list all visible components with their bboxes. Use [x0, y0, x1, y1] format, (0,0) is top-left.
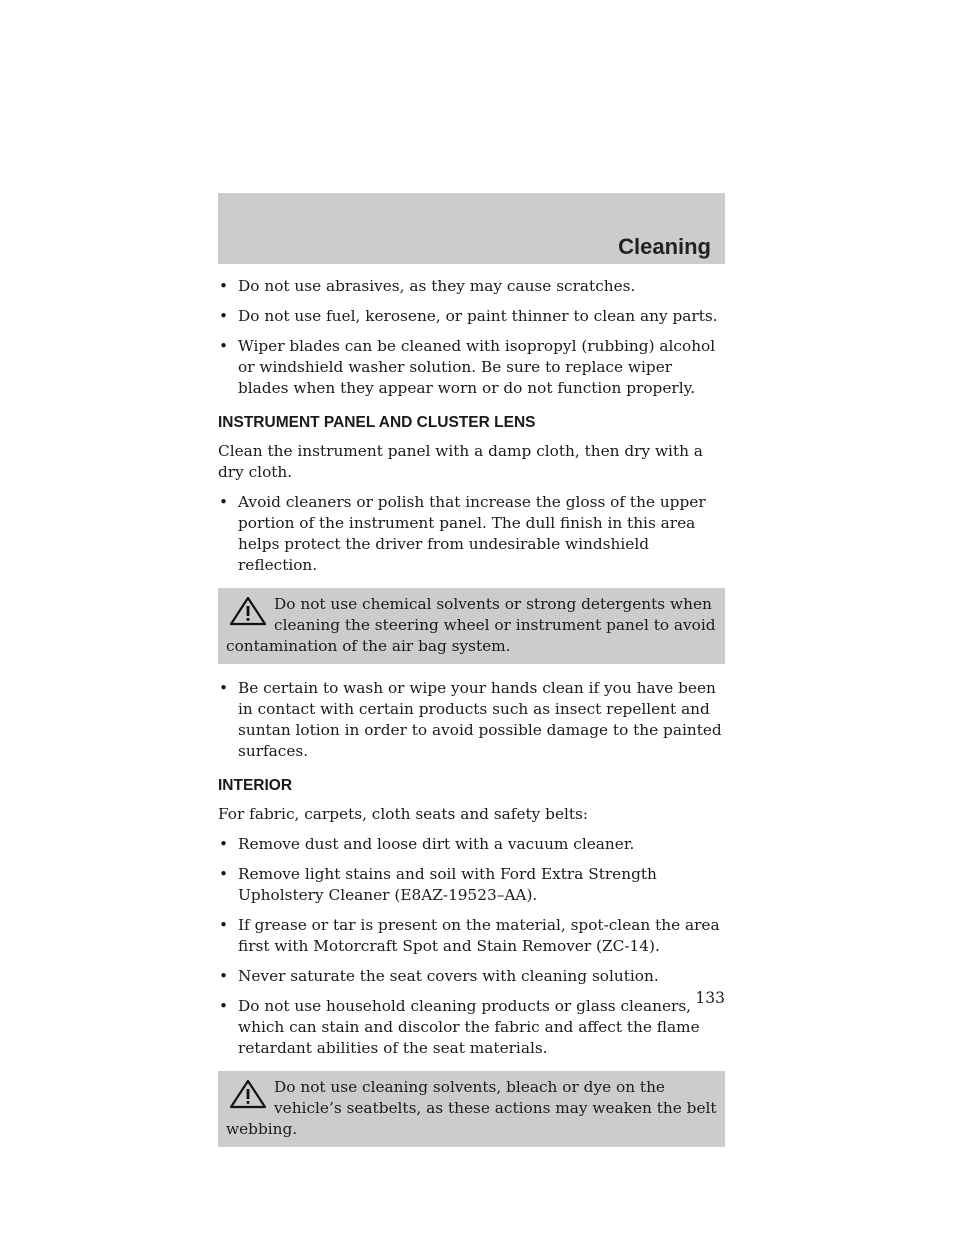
list-item-text: If grease or tar is present on the material, spot-clean the area first with Motorcraft Spot and Stain Remover (ZC-14). [238, 916, 720, 955]
list-item [218, 966, 725, 987]
list-item-text: Wiper blades can be cleaned with isopropyl (rubbing) alcohol or windshield washer solution. Be sure to replace wiper blades when they appear worn or do not function properly. [238, 337, 716, 397]
bullet-dot: • [219, 679, 229, 697]
list-item-text: Do not use abrasives, as they may cause scratches. [238, 277, 636, 295]
list-item [218, 864, 725, 906]
list-item [218, 996, 725, 1059]
bullet-dot: • [219, 865, 229, 883]
list-item [218, 915, 725, 957]
warning-text: Do not use chemical solvents or strong detergents when cleaning the steering wheel or instrument panel to avoid contamination of the air bag system. [226, 595, 716, 655]
list-item-text: Be certain to wash or wipe your hands clean if you have been in contact with certain products such as insect repellent and suntan lotion in order to avoid possible damage to the painted surfaces. [238, 679, 722, 760]
list-item [218, 306, 725, 327]
bullet-dot: • [219, 337, 229, 355]
bullet-dot: • [219, 967, 229, 985]
warning-triangle-icon [228, 595, 268, 627]
bullet-dot: • [219, 997, 229, 1015]
warning-text: Do not use cleaning solvents, bleach or dye on the vehicle’s seatbelts, as these actions may weaken the belt webbing. [226, 1078, 717, 1138]
instrument-panel-heading: INSTRUMENT PANEL AND CLUSTER LENS [218, 414, 536, 431]
section-title: Cleaning [618, 234, 711, 259]
list-item [218, 492, 725, 576]
interior-heading: INTERIOR [218, 777, 293, 794]
bullet-dot: • [219, 277, 229, 295]
warning-box-seatbelts [218, 1071, 725, 1147]
list-item-text: Do not use household cleaning products or glass cleaners, which can stain and discolor the fabric and affect the flame retardant abilities of the seat materials. [238, 997, 700, 1057]
list-item-text: Remove dust and loose dirt with a vacuum cleaner. [238, 835, 635, 853]
list-item [218, 678, 725, 762]
list-item-text: Do not use fuel, kerosene, or paint thinner to clean any parts. [238, 307, 718, 325]
page-content [218, 276, 725, 1161]
page-number: 133 [695, 989, 725, 1007]
bullet-dot: • [219, 916, 229, 934]
warning-triangle-icon [228, 1078, 268, 1110]
bullet-dot: • [219, 307, 229, 325]
list-item-text: Avoid cleaners or polish that increase the gloss of the upper portion of the instrument panel. The dull finish in this area helps protect the driver from undesirable windshield reflection. [238, 493, 706, 574]
list-item-text: Remove light stains and soil with Ford Extra Strength Upholstery Cleaner (E8AZ-19523–AA). [238, 865, 657, 904]
section-header-band [218, 193, 725, 264]
list-item [218, 834, 725, 855]
list-item-text: Never saturate the seat covers with cleaning solution. [238, 967, 659, 985]
bullet-dot: • [219, 835, 229, 853]
list-item [218, 336, 725, 399]
interior-intro: For fabric, carpets, cloth seats and safety belts: [218, 805, 589, 823]
list-item [218, 276, 725, 297]
instrument-panel-intro: Clean the instrument panel with a damp cloth, then dry with a dry cloth. [218, 442, 703, 481]
warning-box-airbag [218, 588, 725, 664]
bullet-dot: • [219, 493, 229, 511]
